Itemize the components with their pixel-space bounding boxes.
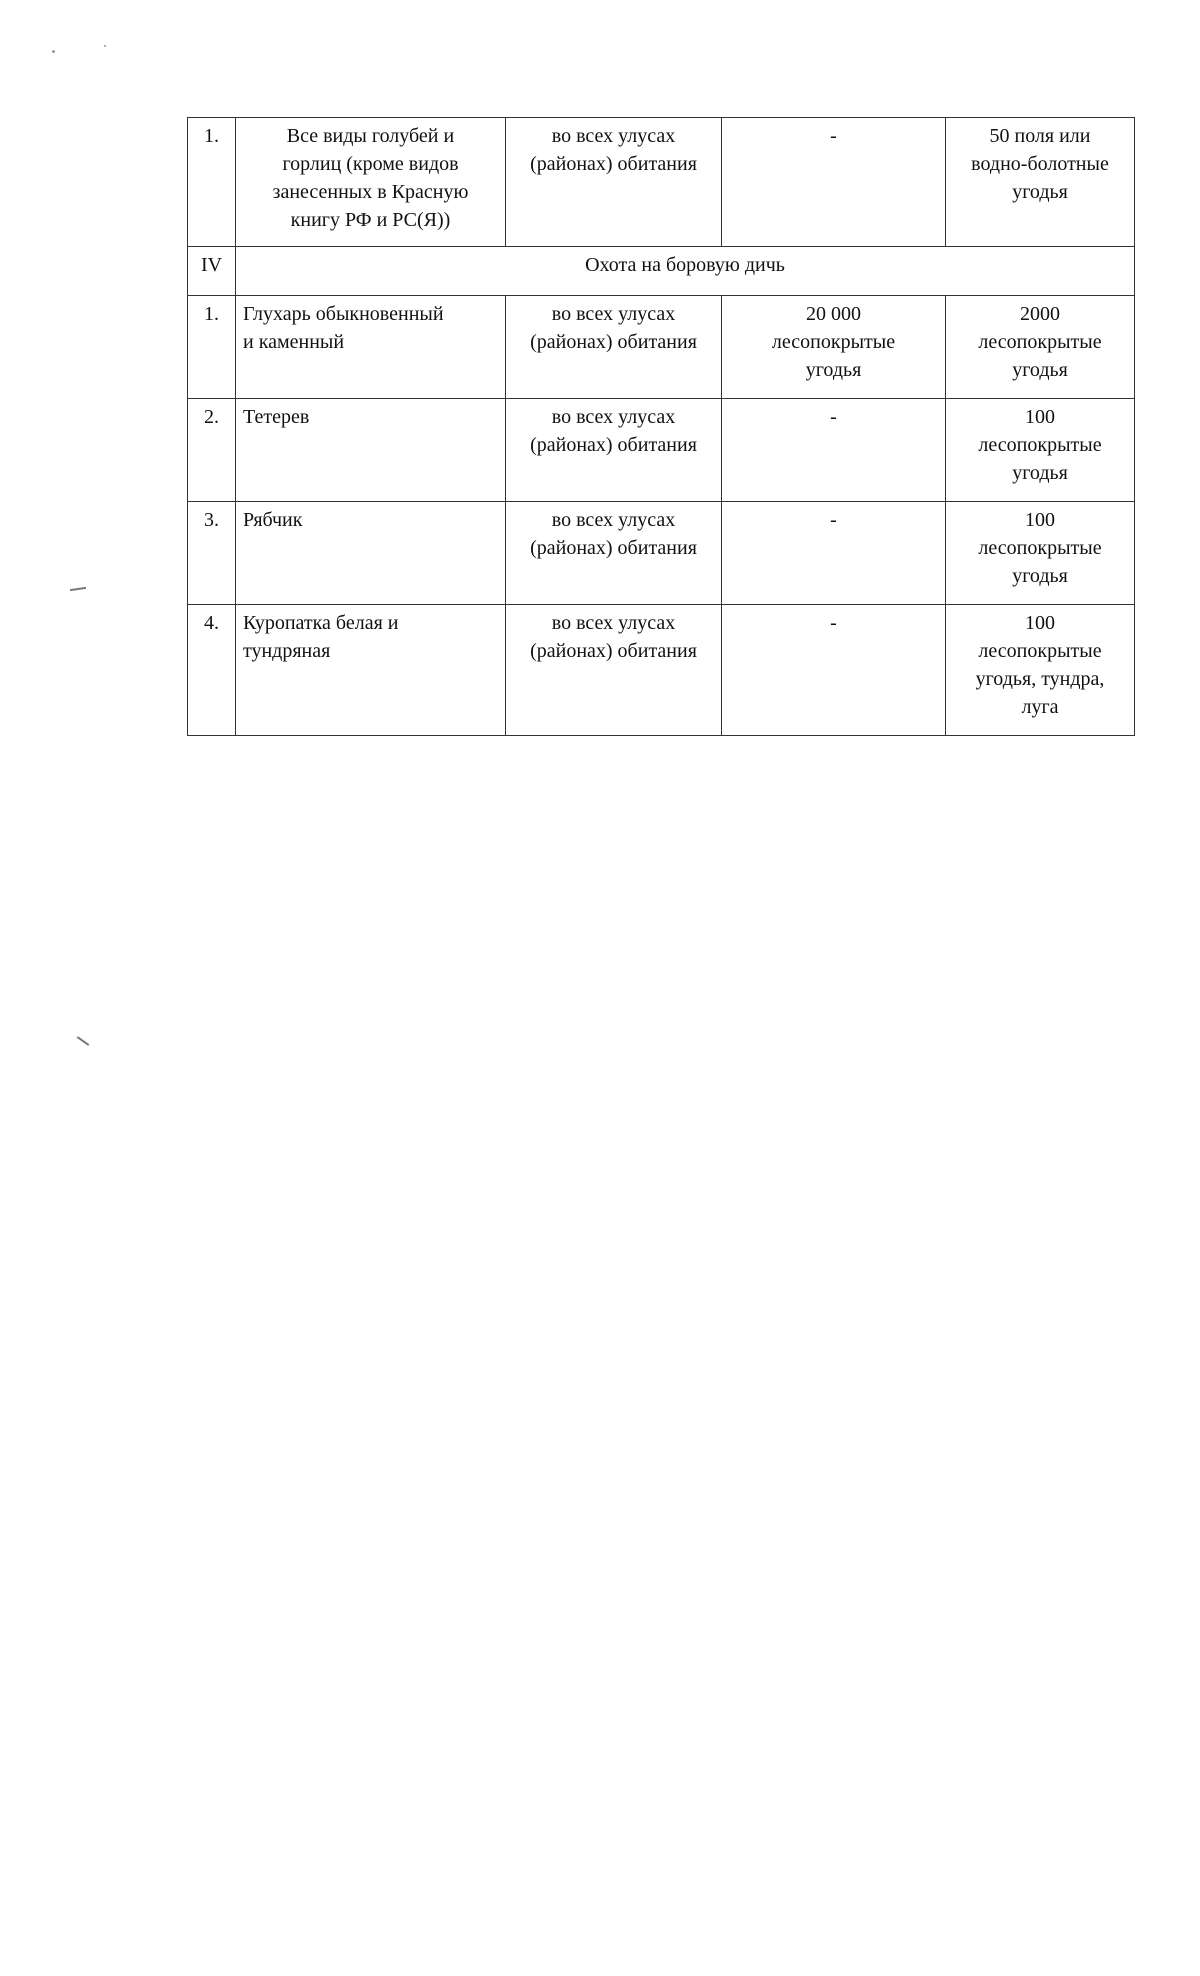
land-text: 50 поля или [989, 125, 1091, 147]
habitat-area-cell [506, 399, 722, 502]
land-type-cell [946, 605, 1135, 736]
species-text: занесенных в Красную [272, 181, 469, 203]
species-cell [236, 605, 506, 736]
row-number: 4. [188, 605, 236, 736]
habitat-area-cell [506, 118, 722, 247]
land-text: лесопокрытые [978, 331, 1102, 353]
min-area-text: 20 000 [806, 303, 861, 325]
land-text: 100 [1025, 406, 1055, 428]
habitat-text: (районах) обитания [530, 640, 697, 662]
habitat-text: (районах) обитания [530, 537, 697, 559]
habitat-area-cell [506, 296, 722, 399]
table-row [188, 118, 1135, 247]
species-cell [236, 118, 506, 247]
species-text: Тетерев [243, 406, 310, 428]
land-type-cell [946, 502, 1135, 605]
section-number: IV [188, 247, 236, 296]
min-area-text: - [830, 406, 837, 428]
habitat-text: во всех улусах [551, 303, 676, 325]
land-type-cell [946, 118, 1135, 247]
habitat-text: (районах) обитания [530, 331, 697, 353]
species-text: тундряная [243, 640, 331, 662]
land-text: 100 [1025, 612, 1055, 634]
land-text: угодья [1012, 565, 1068, 587]
species-text: Глухарь обыкновенный [243, 303, 444, 325]
habitat-text: во всех улусах [551, 612, 676, 634]
land-text: 2000 [1020, 303, 1060, 325]
row-number: 1. [188, 296, 236, 399]
min-area-text: лесопокрытые [771, 331, 896, 353]
scan-speck [52, 50, 55, 53]
species-cell [236, 296, 506, 399]
min-area-cell [722, 502, 946, 605]
land-text: лесопокрытые [978, 537, 1102, 559]
min-area-text: угодья [805, 359, 862, 381]
min-area-cell [722, 399, 946, 502]
land-text: 100 [1025, 509, 1055, 531]
habitat-area-cell [506, 502, 722, 605]
species-text: горлиц (кроме видов [282, 153, 459, 175]
habitat-area-cell [506, 605, 722, 736]
land-text: угодья [1012, 181, 1068, 203]
table-row [188, 296, 1135, 399]
hunting-table [187, 117, 1135, 736]
species-text: Рябчик [243, 509, 303, 531]
land-text: лесопокрытые [978, 640, 1102, 662]
species-cell [236, 502, 506, 605]
habitat-text: во всех улусах [551, 406, 676, 428]
species-text: книгу РФ и РС(Я)) [290, 209, 451, 231]
min-area-text: - [830, 509, 837, 531]
scan-speck [104, 45, 106, 47]
row-number: 2. [188, 399, 236, 502]
row-number: 3. [188, 502, 236, 605]
table-row [188, 502, 1135, 605]
land-text: лесопокрытые [978, 434, 1102, 456]
min-area-cell [722, 605, 946, 736]
species-cell [236, 399, 506, 502]
scan-mark [70, 587, 86, 591]
habitat-text: во всех улусах [551, 509, 676, 531]
min-area-cell [722, 118, 946, 247]
scan-mark [77, 1036, 90, 1046]
species-text: Все виды голубей и [286, 125, 455, 147]
land-text: угодья, тундра, [975, 668, 1105, 690]
section-row [188, 247, 1135, 296]
habitat-text: во всех улусах [551, 125, 676, 147]
min-area-text: - [830, 125, 837, 147]
min-area-cell [722, 296, 946, 399]
land-text: водно-болотные [971, 153, 1109, 175]
species-text: Куропатка белая и [243, 612, 399, 634]
habitat-text: (районах) обитания [530, 153, 697, 175]
section-title: Охота на боровую дичь [236, 247, 1135, 296]
table-row [188, 399, 1135, 502]
min-area-text: - [830, 612, 837, 634]
land-text: угодья [1012, 359, 1068, 381]
species-text: и каменный [243, 331, 345, 353]
land-type-cell [946, 399, 1135, 502]
land-text: луга [1021, 696, 1059, 718]
habitat-text: (районах) обитания [530, 434, 697, 456]
land-text: угодья [1012, 462, 1068, 484]
table-row [188, 605, 1135, 736]
land-type-cell [946, 296, 1135, 399]
row-number: 1. [188, 118, 236, 247]
